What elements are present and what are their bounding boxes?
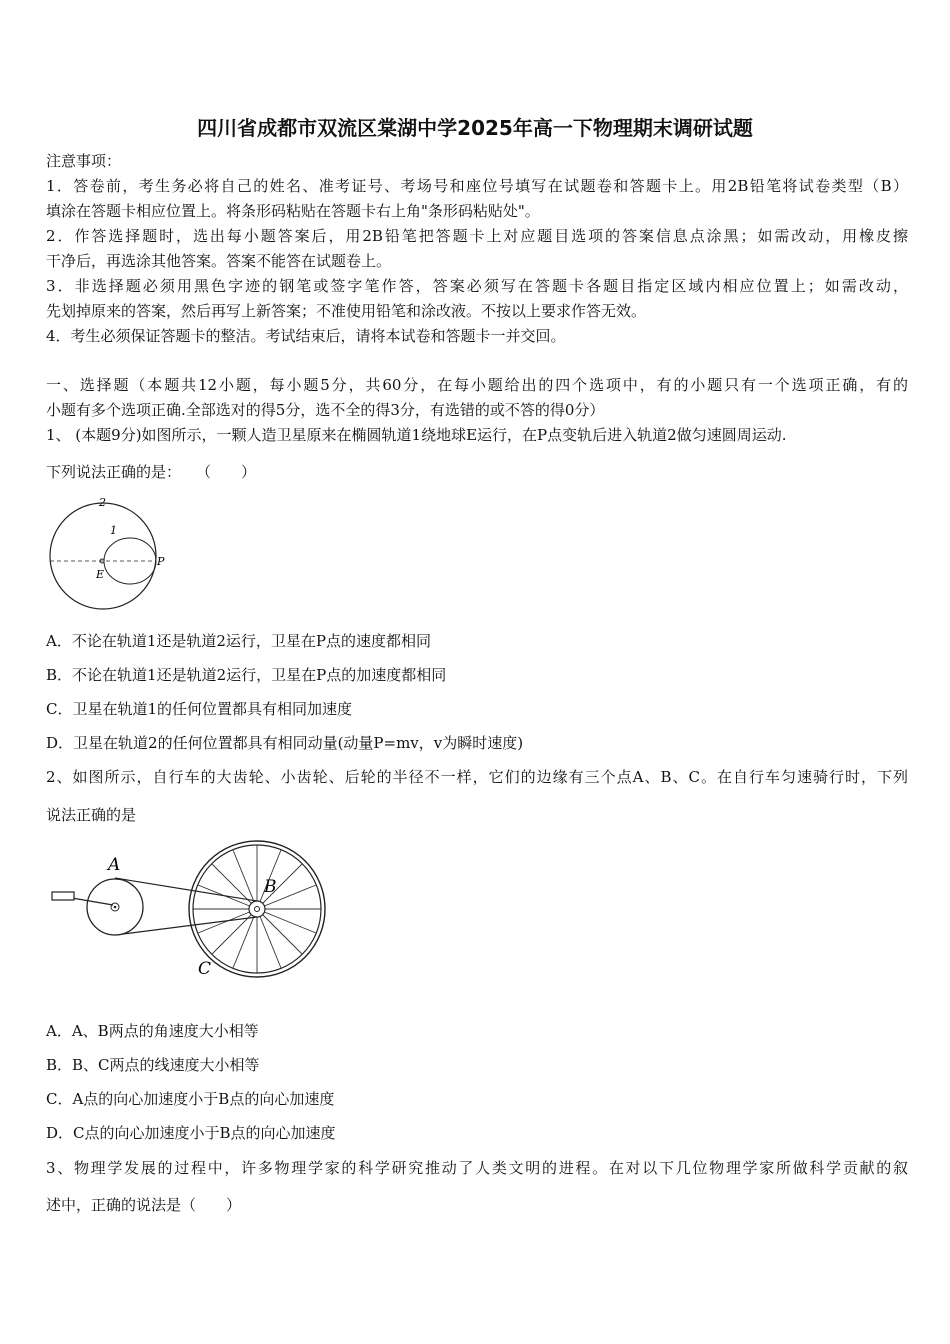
q3-stem-line-1: 3、物理学发展的过程中，许多物理学家的科学研究推动了人类文明的进程。在对以下几位物理学家所做科学贡献的叙	[46, 1159, 908, 1177]
point-b-label: B	[264, 877, 277, 897]
point-p-label: P	[157, 555, 165, 568]
section-heading-line-2: 小题有多个选项正确.全部选对的得5分，选不全的得3分，有选错的或不答的得0分）	[46, 401, 605, 419]
q2-option-d: D．C点的向心加速度小于B点的向心加速度	[46, 1124, 336, 1142]
q2-option-b: B．B、C两点的线速度大小相等	[46, 1056, 260, 1074]
orbit-2-label: 2	[99, 496, 106, 509]
small-sprocket	[249, 901, 265, 917]
q3-stem-line-2: 述中，正确的说法是（ ）	[46, 1196, 242, 1214]
notice-item-4: 4．考生必须保证答题卡的整洁。考试结束后，请将本试卷和答题卡一并交回。	[46, 327, 566, 345]
orbit-2-circle	[50, 503, 156, 609]
notice-item-1-line-1: 1．答卷前，考生务必将自己的姓名、准考证号、考场号和座位号填写在试题卷和答题卡上。用2B铅笔将试卷类型（B）	[46, 177, 908, 195]
notice-item-3-line-1: 3．非选择题必须用黑色字迹的钢笔或签字笔作答，答案必须写在答题卡各题目指定区域内相应位置上；如需改动，	[46, 277, 908, 295]
notice-heading: 注意事项：	[46, 152, 122, 170]
point-c-label: C	[198, 959, 212, 979]
section-heading-line-1: 一、选择题（本题共12小题，每小题5分，共60分，在每小题给出的四个选项中，有的小题只有一个选项正确，有的	[46, 376, 908, 394]
page-title: 四川省成都市双流区棠湖中学2025年高一下物理期末调研试题	[197, 116, 753, 140]
q2-option-a: A．A、B两点的角速度大小相等	[46, 1022, 259, 1040]
q1-option-a: A．不论在轨道1还是轨道2运行，卫星在P点的速度都相同	[46, 632, 432, 650]
q1-option-c: C．卫星在轨道1的任何位置都具有相同加速度	[46, 700, 353, 718]
q1-option-b: B．不论在轨道1还是轨道2运行，卫星在P点的加速度都相同	[46, 666, 447, 684]
orbit-1-label: 1	[110, 524, 117, 537]
notice-item-1-line-2: 填涂在答题卡相应位置上。将条形码粘贴在答题卡右上角"条形码粘贴处"。	[46, 202, 540, 220]
large-sprocket-center	[114, 906, 117, 909]
q2-bicycle-figure	[46, 834, 336, 984]
notice-item-2-line-1: 2．作答选择题时，选出每小题答案后，用2B铅笔把答题卡上对应题目选项的答案信息点涂黑；如需改动，用橡皮擦	[46, 227, 908, 245]
earth-label: E	[96, 568, 105, 581]
q2-option-c: C．A点的向心加速度小于B点的向心加速度	[46, 1090, 335, 1108]
q1-option-d: D．卫星在轨道2的任何位置都具有相同动量(动量P=mv，v为瞬时速度)	[46, 734, 524, 752]
notice-item-3-line-2: 先划掉原来的答案，然后再写上新答案；不准使用铅笔和涂改液。不按以上要求作答无效。	[46, 302, 647, 320]
q2-stem-line-2: 说法正确的是	[46, 806, 137, 824]
pedal	[52, 892, 74, 900]
q1-orbit-figure	[46, 494, 176, 614]
q2-stem-line-1: 2、如图所示，自行车的大齿轮、小齿轮、后轮的半径不一样，它们的边缘有三个点A、B、C。在自行车匀速骑行时，下列	[46, 768, 908, 786]
q1-stem-line-2: 下列说法正确的是： （ ）	[46, 463, 257, 481]
point-a-label: A	[108, 855, 121, 875]
q1-stem-line-1: 1、 (本题9分)如图所示，一颗人造卫星原来在椭圆轨道1绕地球E运行，在P点变轨后进入轨道2做匀速圆周运动.	[46, 426, 787, 444]
notice-item-2-line-2: 干净后，再选涂其他答案。答案不能答在试题卷上。	[46, 252, 392, 270]
